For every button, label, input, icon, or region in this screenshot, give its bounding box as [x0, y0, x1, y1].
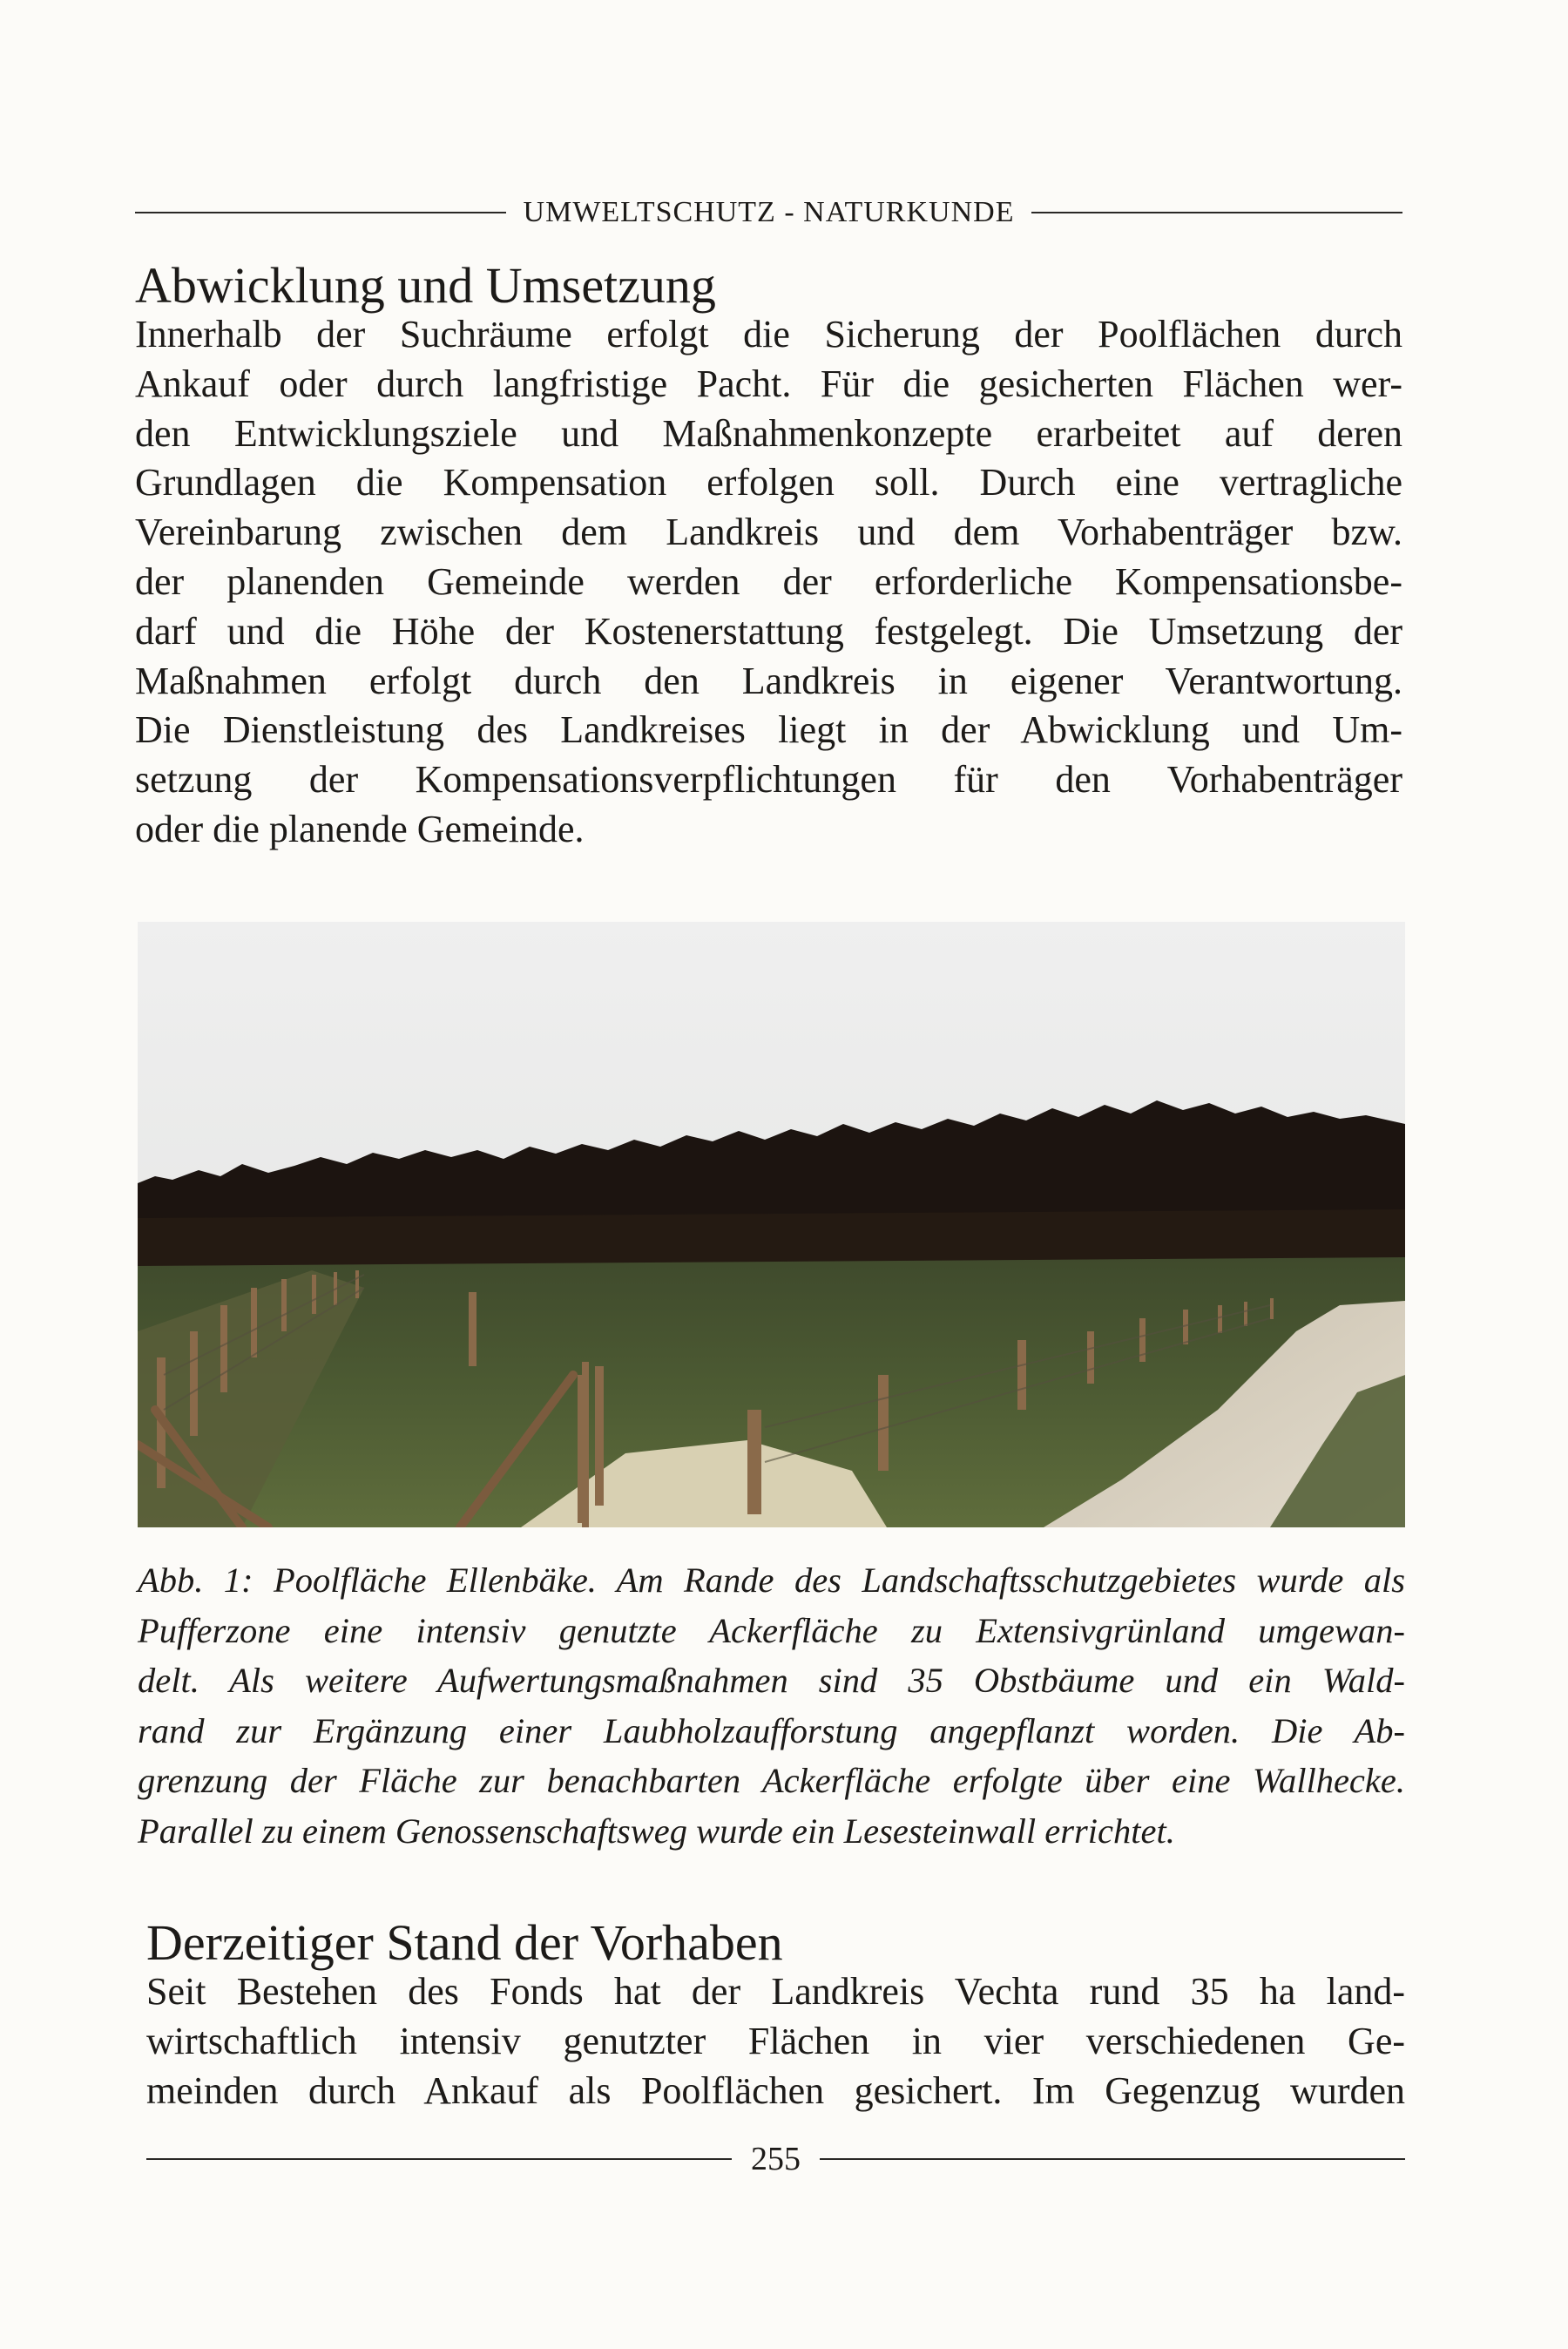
- text-line: meinden durch Ankauf als Poolflächen gesichert. Im Gegenzug wurden: [146, 2068, 1405, 2112]
- page-number: 255: [751, 2141, 801, 2177]
- running-head-title: UMWELTSCHUTZ - NATURKUNDE: [523, 196, 1015, 228]
- caption-line: rand zur Ergänzung einer Laubholzaufforstung angepflanzt worden. Die Ab-: [138, 1710, 1405, 1750]
- text-line: Maßnahmen erfolgt durch den Landkreis in eigener Verantwortung.: [135, 659, 1402, 702]
- caption-line: delt. Als weitere Aufwertungsmaßnahmen sind 35 Obstbäume und ein Wald-: [138, 1661, 1405, 1700]
- footer-rule-right: [820, 2158, 1405, 2160]
- text-line: der planenden Gemeinde werden der erforderliche Kompensationsbe-: [135, 559, 1402, 603]
- text-line: Innerhalb der Suchräume erfolgt die Sicherung der Poolflächen durch: [135, 313, 1402, 355]
- text-line: oder die planende Gemeinde.: [135, 807, 585, 850]
- text-line: Seit Bestehen des Fonds hat der Landkreis Vechta rund 35 ha land-: [146, 1970, 1405, 2013]
- text-line: darf und die Höhe der Kostenerstattung festgelegt. Die Umsetzung der: [135, 609, 1402, 653]
- text-line: Vereinbarung zwischen dem Landkreis und dem Vorhabenträger bzw.: [135, 511, 1402, 554]
- page-footer: [146, 2140, 1405, 2178]
- running-head: [135, 196, 1402, 229]
- header-rule-left: [135, 212, 506, 213]
- photo-illustration: [138, 922, 1405, 1527]
- caption-line: Abb. 1: Poolfläche Ellenbäke. Am Rande des Landschaftsschutzgebietes wurde als: [138, 1560, 1405, 1600]
- section-heading-derzeitiger-stand: Derzeitiger Stand der Vorhaben: [146, 1914, 783, 1971]
- text-line: Grundlagen die Kompensation erfolgen soll. Durch eine vertragliche: [135, 461, 1402, 504]
- paragraph-derzeitiger-stand: [146, 1967, 1405, 2115]
- figure-caption: [138, 1555, 1405, 1856]
- text-line: wirtschaftlich intensiv genutzter Flächen in vier verschiedenen Ge-: [146, 2019, 1405, 2062]
- text-line: setzung der Kompensationsverpflichtungen für den Vorhabenträger: [135, 758, 1402, 802]
- landscape-photo: [138, 922, 1405, 1527]
- caption-line: grenzung der Fläche zur benachbarten Ackerfläche erfolgte über eine Wallhecke.: [138, 1761, 1405, 1800]
- text-line: Ankauf oder durch langfristige Pacht. Für die gesicherten Flächen wer-: [135, 362, 1402, 405]
- text-line: den Entwicklungsziele und Maßnahmenkonzepte erarbeitet auf deren: [135, 411, 1402, 455]
- text-line: Die Dienstleistung des Landkreises liegt in der Abwicklung und Um-: [135, 708, 1402, 752]
- section-heading-abwicklung: Abwicklung und Umsetzung: [135, 257, 716, 314]
- header-rule-right: [1031, 212, 1402, 213]
- paragraph-abwicklung: [135, 310, 1402, 855]
- footer-rule-left: [146, 2158, 732, 2160]
- caption-line: Parallel zu einem Genossenschaftsweg wurde ein Lesesteinwall errichtet.: [138, 1811, 1175, 1851]
- caption-line: Pufferzone eine intensiv genutzte Ackerfläche zu Extensivgrünland umgewan-: [138, 1610, 1405, 1650]
